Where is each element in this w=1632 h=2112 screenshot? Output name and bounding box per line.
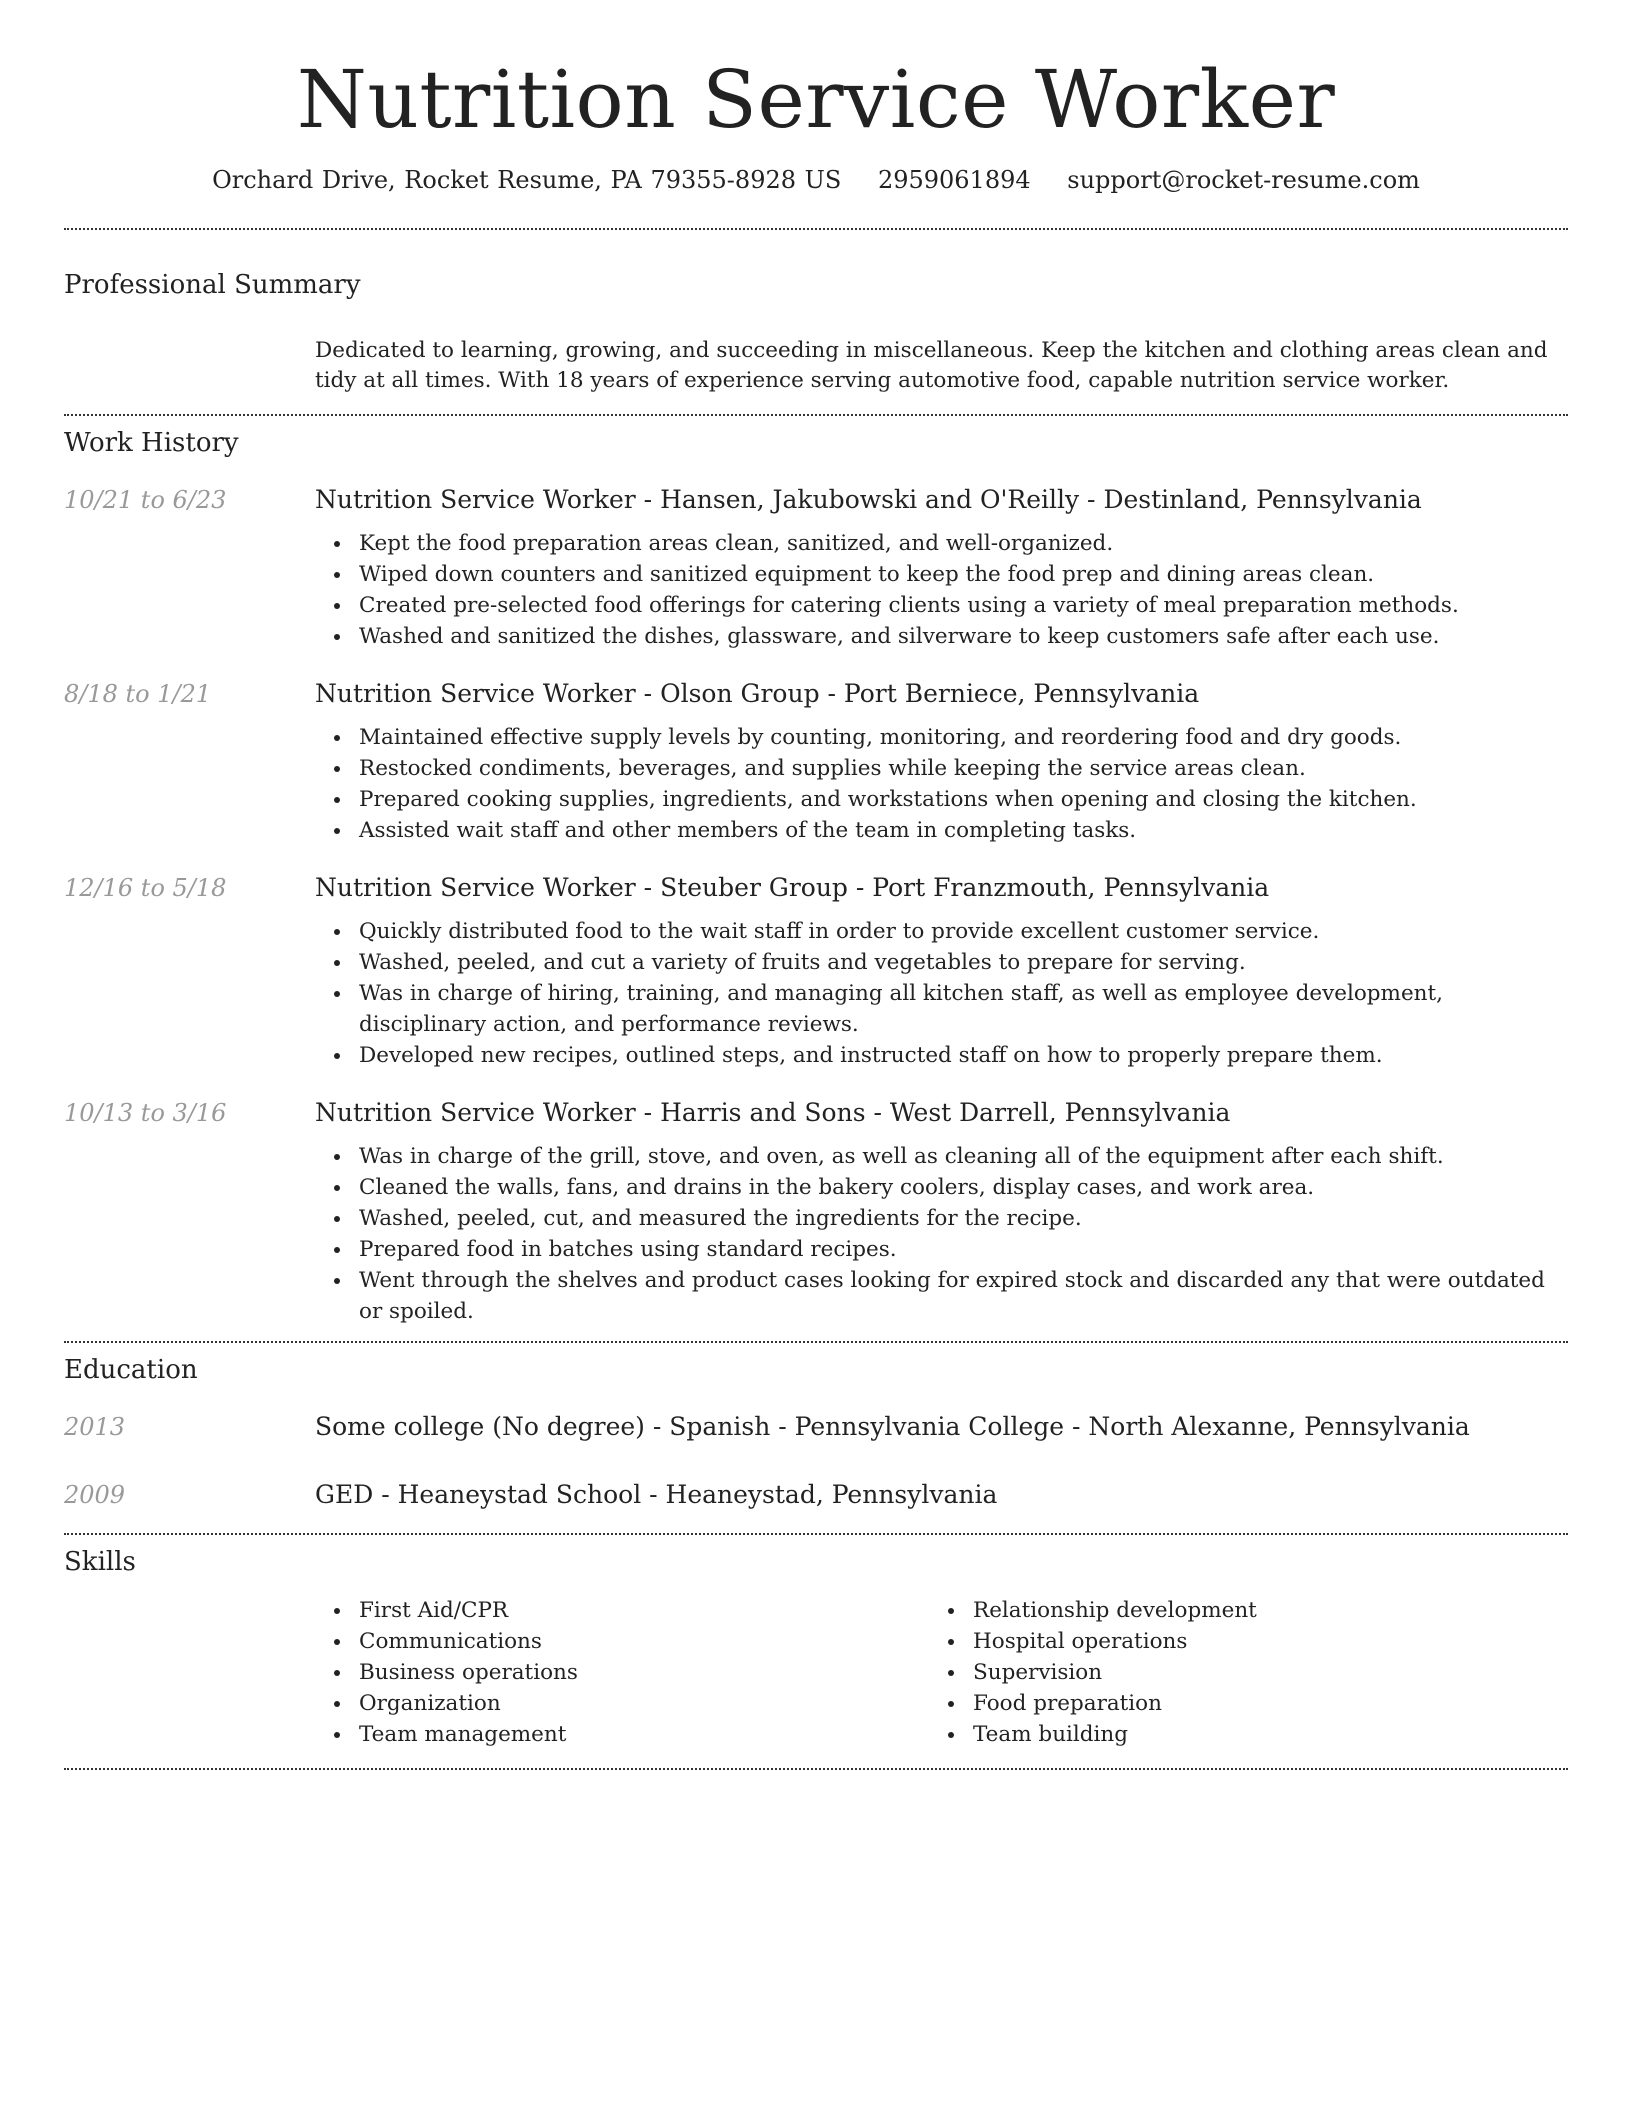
job-details	[315, 1097, 1568, 1327]
list-item: Created pre-selected food offerings for catering clients using a variety of meal preparation methods.	[359, 590, 1568, 621]
list-item: Was in charge of the grill, stove, and oven, as well as cleaning all of the equipment after each shift.	[359, 1141, 1568, 1172]
education-details: Some college (No degree) - Spanish - Pennsylvania College - North Alexanne, Pennsylvania	[315, 1412, 1470, 1441]
job-heading: Nutrition Service Worker - Steuber Group - Port Franzmouth, Pennsylvania	[315, 873, 1270, 902]
job-entry	[64, 872, 1568, 1071]
list-item: Was in charge of hiring, training, and managing all kitchen staff, as well as employee development, disciplinary action, and performance reviews.	[359, 978, 1568, 1040]
job-entry	[64, 678, 1568, 846]
job-details	[315, 678, 1568, 846]
candidate-name: Nutrition Service Worker	[296, 53, 1336, 146]
job-details	[315, 872, 1568, 1071]
job-entry	[64, 484, 1568, 652]
list-item: Prepared cooking supplies, ingredients, and workstations when opening and closing the kitchen.	[359, 784, 1568, 815]
resume-header	[64, 0, 1568, 194]
list-item: Supervision	[973, 1657, 1543, 1688]
job-bullets	[315, 528, 1568, 652]
skills-column-right	[929, 1595, 1543, 1750]
list-item: Developed new recipes, outlined steps, and instructed staff on how to properly prepare them.	[359, 1040, 1568, 1071]
skills-heading: Skills	[64, 1547, 136, 1577]
education-year: 2013	[64, 1413, 126, 1441]
list-item: Team management	[359, 1719, 929, 1750]
summary-heading: Professional Summary	[64, 270, 361, 300]
section-divider	[64, 1341, 1568, 1343]
job-heading: Nutrition Service Worker - Olson Group - Port Berniece, Pennsylvania	[315, 679, 1200, 708]
list-item: Business operations	[359, 1657, 929, 1688]
section-divider	[64, 414, 1568, 416]
list-item: Washed, peeled, and cut a variety of fruits and vegetables to prepare for serving.	[359, 947, 1568, 978]
job-heading: Nutrition Service Worker - Hansen, Jakubowski and O'Reilly - Destinland, Pennsylvania	[315, 485, 1422, 514]
list-item: Restocked condiments, beverages, and supplies while keeping the service areas clean.	[359, 753, 1568, 784]
list-item: Kept the food preparation areas clean, sanitized, and well-organized.	[359, 528, 1568, 559]
list-item: Went through the shelves and product cases looking for expired stock and discarded any that were outdated or spoiled.	[359, 1265, 1568, 1327]
summary-text: Dedicated to learning, growing, and succeeding in miscellaneous. Keep the kitchen and clothing areas clean and tidy at all times. With 18 years of experience serving automotive food, capable nutrition service worker.	[315, 338, 1548, 393]
job-dates: 8/18 to 1/21	[64, 680, 212, 708]
job-dates: 10/21 to 6/23	[64, 486, 227, 514]
education-entry	[64, 1411, 1568, 1443]
job-dates: 10/13 to 3/16	[64, 1099, 227, 1127]
list-item: Quickly distributed food to the wait staff in order to provide excellent customer service.	[359, 916, 1568, 947]
list-item: Food preparation	[973, 1688, 1543, 1719]
contact-email: support@rocket-resume.com	[1067, 166, 1420, 194]
section-divider	[64, 228, 1568, 230]
job-bullets	[315, 1141, 1568, 1327]
list-item: Wiped down counters and sanitized equipment to keep the food prep and dining areas clean.	[359, 559, 1568, 590]
job-dates: 12/16 to 5/18	[64, 874, 227, 902]
contact-phone: 2959061894	[877, 166, 1031, 194]
section-divider	[64, 1768, 1568, 1770]
contact-address: Orchard Drive, Rocket Resume, PA 79355-8928 US	[212, 166, 842, 194]
list-item: Communications	[359, 1626, 929, 1657]
job-bullets	[315, 916, 1568, 1071]
section-divider	[64, 1533, 1568, 1535]
list-item: Washed and sanitized the dishes, glassware, and silverware to keep customers safe after each use.	[359, 621, 1568, 652]
job-details	[315, 484, 1568, 652]
education-heading: Education	[64, 1355, 198, 1385]
contact-line	[64, 166, 1568, 194]
work-history-heading: Work History	[64, 428, 239, 458]
job-heading: Nutrition Service Worker - Harris and Sons - West Darrell, Pennsylvania	[315, 1098, 1231, 1127]
education-year: 2009	[64, 1481, 126, 1509]
job-entry	[64, 1097, 1568, 1327]
list-item: Cleaned the walls, fans, and drains in the bakery coolers, display cases, and work area.	[359, 1172, 1568, 1203]
list-item: Prepared food in batches using standard recipes.	[359, 1234, 1568, 1265]
list-item: Hospital operations	[973, 1626, 1543, 1657]
skills-list	[315, 1595, 1568, 1750]
list-item: Maintained effective supply levels by counting, monitoring, and reordering food and dry goods.	[359, 722, 1568, 753]
education-entry	[64, 1479, 1568, 1511]
education-details: GED - Heaneystad School - Heaneystad, Pennsylvania	[315, 1480, 998, 1509]
list-item: First Aid/CPR	[359, 1595, 929, 1626]
list-item: Team building	[973, 1719, 1543, 1750]
list-item: Relationship development	[973, 1595, 1543, 1626]
job-bullets	[315, 722, 1568, 846]
skills-column-left	[315, 1595, 929, 1750]
list-item: Organization	[359, 1688, 929, 1719]
list-item: Washed, peeled, cut, and measured the ingredients for the recipe.	[359, 1203, 1568, 1234]
list-item: Assisted wait staff and other members of the team in completing tasks.	[359, 815, 1568, 846]
